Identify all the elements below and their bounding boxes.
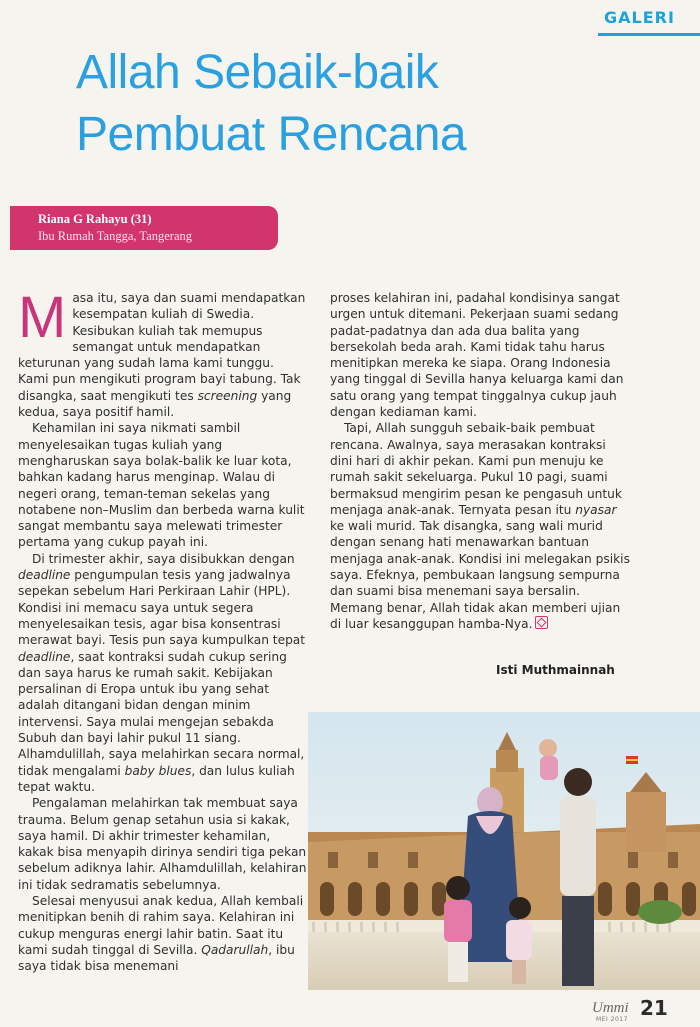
- section-label-text: GALERI: [604, 8, 675, 27]
- article-title: [76, 42, 596, 166]
- paragraph-7: Tapi, Allah sungguh sebaik-baik pembuat rencana. Awalnya, saya merasakan kontraksi dini hari di akhir pekan. Kami pun menuju ke rumah sakit sekeluarga. Pukul 10 pagi, suami bermaksud mengirim pesan ke pengasuh untuk menjaga anak-anak. Ternyata pesan itu nyasar ke wali murid. Tak disangka, sang wali murid dengan senang hati menawarkan bantuan menjaga anak-anak. Kondisi ini melegakan psikis saya. Efeknya, pembukaan langsung sempurna dan suami bisa menemani saya bersalin. Memang benar, Allah tidak akan memberi ujian di luar kesanggupan hamba-Nya.: [330, 421, 630, 631]
- paragraph-2: Kehamilan ini saya nikmati sambil menyelesaikan tugas kuliah yang mengharuskan saya bolak-balik ke luar kota, bahkan kadang harus menginap. Walau di negeri orang, teman-teman sekelas yang notabene non–Muslim dan berbeda warna kulit sangat membantu saya melewati trimester pertama yang cukup payah ini.: [18, 421, 305, 550]
- author-box: [10, 206, 278, 250]
- section-underline: [598, 33, 700, 36]
- paragraph-4: Pengalaman melahirkan tak membuat saya trauma. Belum genap setahun usia si kakak, saya hamil. Di akhir trimester kehamilan, kakak bisa menyapih dirinya sendiri tiga pekan sebelum adiknya lahir. Alhamdulillah, kelahiran ini tidak sedramatis sebelumnya.: [18, 796, 307, 892]
- paragraph-5: Selesai menyusui anak kedua, Allah kembali menitipkan benih di rahim saya. Kelahiran ini cukup menguras energi lahir batin. Saat itu kami sudah tinggal di Sevilla. Qadarullah, ibu saya tidak bisa menemani: [18, 893, 304, 974]
- magazine-logo: Ummi: [592, 1000, 629, 1016]
- article-title-line1: Allah Sebaik-baik: [76, 46, 439, 99]
- page-number: 21: [640, 996, 668, 1020]
- drop-cap: M: [18, 285, 67, 350]
- paragraph-1: Masa itu, saya dan suami mendapatkan kesempatan kuliah di Swedia. Kesibukan kuliah tak memupus semangat untuk mendapatkan keturunan yang sudah lama kami tunggu. Kami pun mengikuti program bayi tabung. Tak disangka, saat mengikuti tes screening yang kedua, saya positif hamil.: [18, 285, 306, 420]
- section-label: [598, 8, 700, 36]
- paragraph-6: proses kelahiran ini, padahal kondisinya sangat urgen untuk ditemani. Pekerjaan suami sedang padat-padatnya dan ada dua balita yang bersekolah beda arah. Kami tidak tahu harus menitipkan mereka ke siapa. Orang Indonesia yang tinggal di Sevilla hanya keluarga kami dan satu orang yang tempat tinggalnya cukup jauh dengan kediaman kami.: [330, 291, 624, 420]
- article-title-line2: Pembuat Rencana: [76, 108, 467, 161]
- author-role: Ibu Rumah Tangga, Tangerang: [38, 229, 192, 243]
- article-column-right: [330, 290, 630, 632]
- article-column-left: [18, 285, 308, 974]
- end-of-article-icon: [535, 616, 548, 629]
- family-photo: [308, 712, 700, 990]
- paragraph-3: Di trimester akhir, saya disibukkan dengan deadline pengumpulan tesis yang jadwalnya sepekan sebelum Hari Perkiraan Lahir (HPL). Kondisi ini memacu saya untuk segera menyelesaikan tesis, agar bisa konsentrasi merawat bayi. Tesis pun saya kumpulkan tepat deadline, saat kontraksi sudah cukup sering dan saya harus ke rumah sakit. Kebijakan persalinan di Eropa untuk ibu yang sehat adalah ditangani bidan dengan minim intervensi. Saya mulai mengejan sebakda Subuh dan bayi lahir pukul 11 siang. Alhamdulillah, saya melahirkan secara normal, tidak mengalami baby blues, dan lulus kuliah tepat waktu.: [18, 551, 306, 794]
- author-name: Riana G Rahayu (31): [38, 212, 152, 226]
- issue-date: MEI 2017: [596, 1016, 628, 1023]
- article-signature: Isti Muthmainnah: [496, 663, 615, 677]
